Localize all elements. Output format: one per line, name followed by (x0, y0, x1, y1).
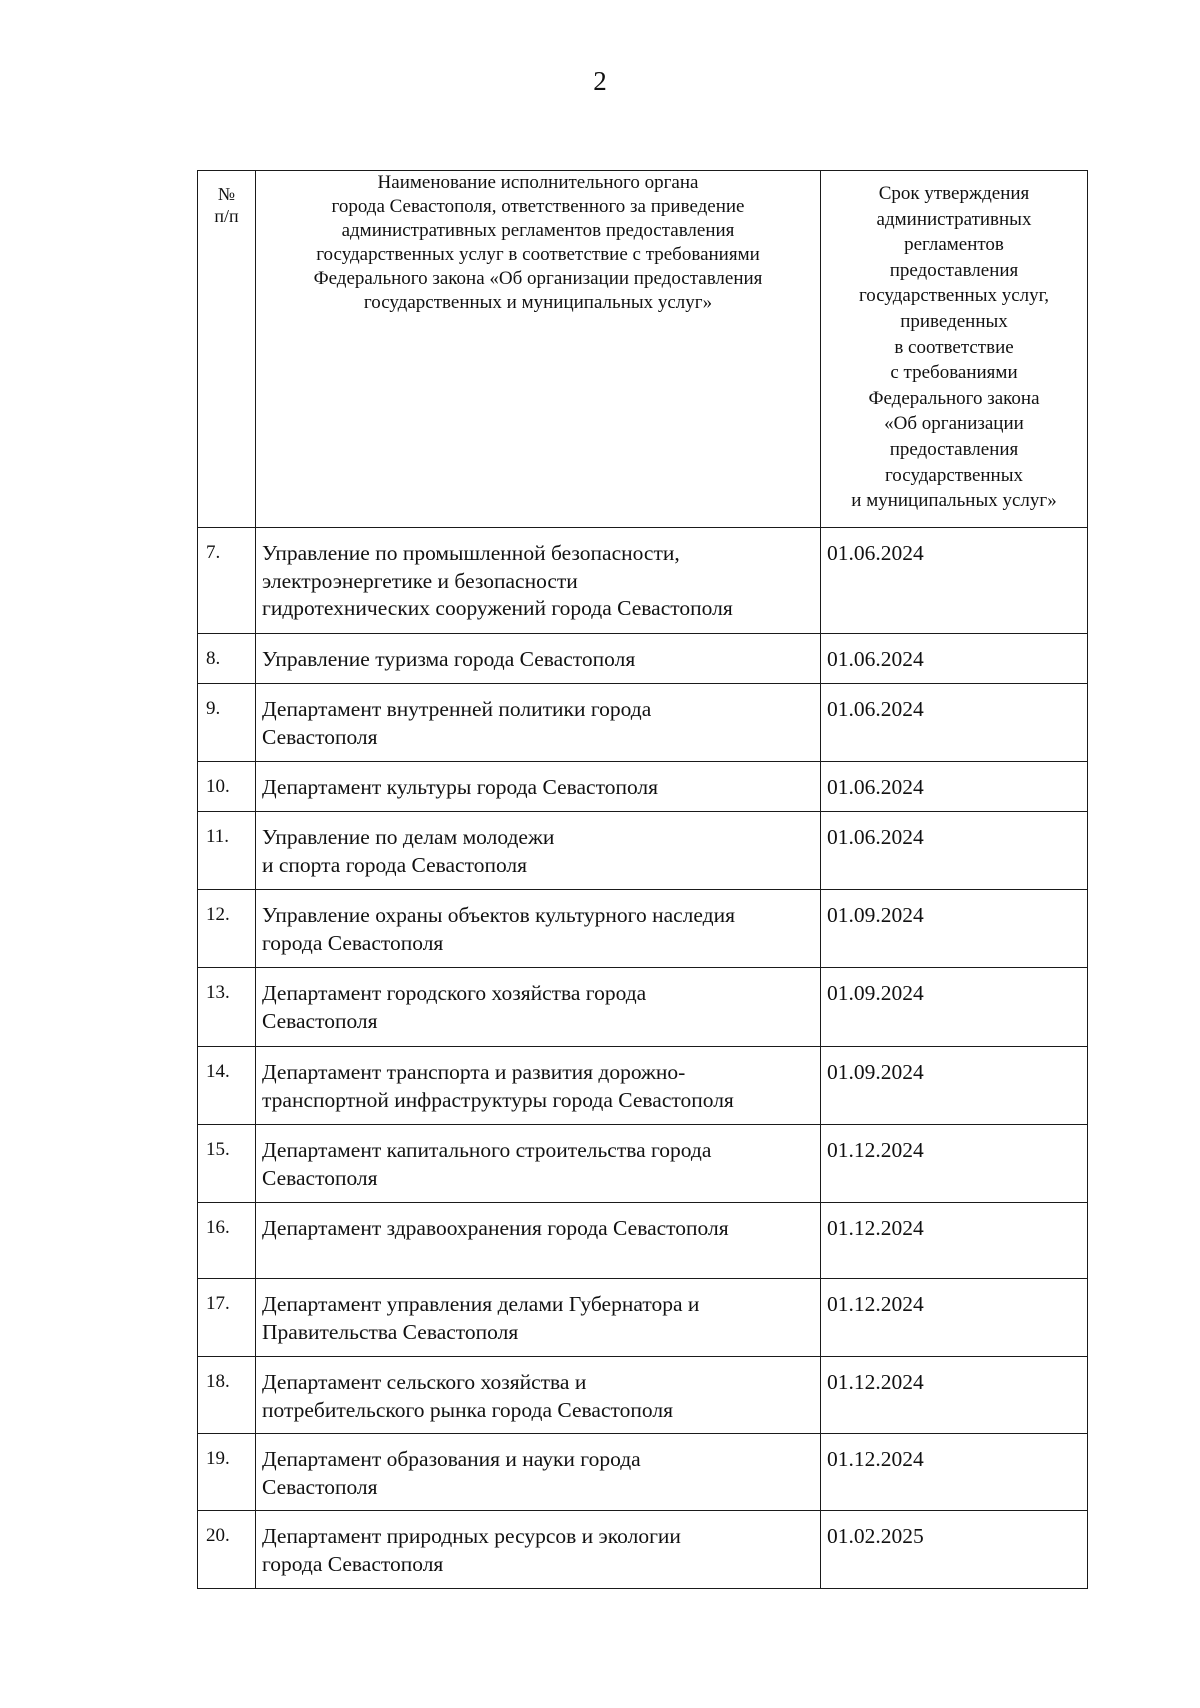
row-number: 19. (198, 1434, 256, 1511)
table-body (198, 528, 1088, 1589)
row-number: 14. (198, 1047, 256, 1125)
header-authority-name-text: Наименование исполнительного органа города Севастополя, ответственного за приведение административных регламентов предоставления государственных услуг в соответствие с требованиями Федерального закона «Об организации предоставления государственных и муниципальных услуг» (313, 172, 763, 313)
table-row (198, 634, 1088, 684)
table-row (198, 528, 1088, 634)
row-number: 15. (198, 1125, 256, 1203)
row-approval-date: 01.12.2024 (821, 1125, 1088, 1203)
row-approval-date: 01.12.2024 (821, 1279, 1088, 1357)
row-authority-name: Управление по делам молодежи и спорта города Севастополя (256, 812, 821, 890)
row-number: 10. (198, 762, 256, 812)
header-authority-name (256, 171, 821, 528)
table-row (198, 762, 1088, 812)
table-row (198, 1357, 1088, 1434)
row-approval-date: 01.09.2024 (821, 1047, 1088, 1125)
row-number: 16. (198, 1203, 256, 1279)
table-row (198, 890, 1088, 968)
regulations-table (197, 170, 1088, 1589)
table-row (198, 1511, 1088, 1589)
table-row (198, 1047, 1088, 1125)
row-authority-name: Департамент природных ресурсов и экологии города Севастополя (256, 1511, 821, 1589)
row-approval-date: 01.02.2025 (821, 1511, 1088, 1589)
row-authority-name: Департамент сельского хозяйства и потребительского рынка города Севастополя (256, 1357, 821, 1434)
page-number: 2 (593, 66, 607, 96)
row-number: 18. (198, 1357, 256, 1434)
row-approval-date: 01.12.2024 (821, 1357, 1088, 1434)
header-number (198, 171, 256, 528)
table-row (198, 684, 1088, 762)
table-row (198, 1203, 1088, 1279)
row-authority-name: Департамент образования и науки города Севастополя (256, 1434, 821, 1511)
table-header-row (198, 171, 1088, 528)
row-number: 11. (198, 812, 256, 890)
row-authority-name: Управление туризма города Севастополя (256, 634, 821, 684)
row-number: 7. (198, 528, 256, 634)
row-authority-name: Департамент внутренней политики города Севастополя (256, 684, 821, 762)
row-approval-date: 01.06.2024 (821, 634, 1088, 684)
row-authority-name: Департамент управления делами Губернатора и Правительства Севастополя (256, 1279, 821, 1357)
table-row (198, 1279, 1088, 1357)
row-number: 20. (198, 1511, 256, 1589)
header-number-text: № п/п (214, 184, 239, 226)
row-authority-name: Департамент здравоохранения города Севастополя (256, 1203, 821, 1279)
row-authority-name: Управление по промышленной безопасности, электроэнергетике и безопасности гидротехнических сооружений города Севастополя (256, 528, 821, 634)
header-approval-date (821, 171, 1088, 528)
row-number: 9. (198, 684, 256, 762)
row-approval-date: 01.12.2024 (821, 1203, 1088, 1279)
row-approval-date: 01.06.2024 (821, 528, 1088, 634)
row-authority-name: Департамент городского хозяйства города Севастополя (256, 968, 821, 1047)
table-row (198, 1125, 1088, 1203)
row-approval-date: 01.06.2024 (821, 762, 1088, 812)
row-authority-name: Департамент культуры города Севастополя (256, 762, 821, 812)
row-approval-date: 01.06.2024 (821, 812, 1088, 890)
table-row (198, 968, 1088, 1047)
row-approval-date: 01.06.2024 (821, 684, 1088, 762)
row-number: 12. (198, 890, 256, 968)
row-approval-date: 01.09.2024 (821, 890, 1088, 968)
row-authority-name: Управление охраны объектов культурного наследия города Севастополя (256, 890, 821, 968)
table-row (198, 812, 1088, 890)
table-row (198, 1434, 1088, 1511)
header-approval-date-text: Срок утверждения административных регламентов предоставления государственных услуг, приведенных в соответствие с требованиями Федерального закона «Об организации предоставления государственных и муниципальных услуг» (851, 183, 1057, 512)
row-number: 13. (198, 968, 256, 1047)
row-number: 8. (198, 634, 256, 684)
row-approval-date: 01.09.2024 (821, 968, 1088, 1047)
row-number: 17. (198, 1279, 256, 1357)
row-approval-date: 01.12.2024 (821, 1434, 1088, 1511)
row-authority-name: Департамент капитального строительства города Севастополя (256, 1125, 821, 1203)
row-authority-name: Департамент транспорта и развития дорожно- транспортной инфраструктуры города Севастополя (256, 1047, 821, 1125)
